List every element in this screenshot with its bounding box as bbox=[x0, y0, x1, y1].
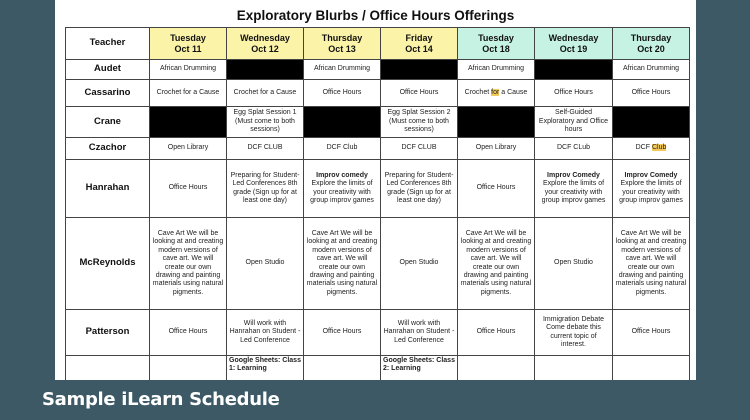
schedule-cell: Improv Comedy Explore the limits of your creativity with group improv games bbox=[613, 160, 690, 218]
table-row bbox=[66, 310, 690, 356]
schedule-cell: Crochet for a Cause bbox=[150, 80, 227, 107]
day-date: Oct 13 bbox=[328, 43, 356, 54]
schedule-cell: Cave Art We will be looking at and creating modern versions of cave art. We will create our own drawing and painting materials using natural pigments. bbox=[613, 218, 690, 310]
schedule-cell: DCF CLUB bbox=[381, 138, 458, 160]
teacher-name: Patterson bbox=[66, 310, 150, 356]
schedule-cell: Open Studio bbox=[381, 218, 458, 310]
schedule-cell: Office Hours bbox=[613, 310, 690, 356]
schedule-cell: Office Hours bbox=[458, 310, 535, 356]
day-name: Thursday bbox=[321, 32, 363, 43]
schedule-cell: Open Studio bbox=[227, 218, 304, 310]
day-name: Thursday bbox=[630, 32, 672, 43]
schedule-cell: Open Studio bbox=[535, 218, 613, 310]
schedule-cell: Office Hours bbox=[150, 310, 227, 356]
schedule-cell: African Drumming bbox=[150, 60, 227, 80]
teacher-name: McReynolds bbox=[66, 218, 150, 310]
schedule-cell: Egg Splat Session 1 (Must come to both sessions) bbox=[227, 107, 304, 138]
schedule-cell: Office Hours bbox=[304, 80, 381, 107]
schedule-cell: DCF Club bbox=[613, 138, 690, 160]
schedule-cell: African Drumming bbox=[613, 60, 690, 80]
table-row bbox=[66, 356, 690, 381]
teacher-column-header: Teacher bbox=[66, 28, 150, 60]
schedule-cell: Office Hours bbox=[458, 160, 535, 218]
schedule-cell: DCF CLUB bbox=[227, 138, 304, 160]
schedule-cell bbox=[613, 356, 690, 381]
schedule-cell: Open Library bbox=[458, 138, 535, 160]
blocked-cell bbox=[535, 60, 613, 80]
schedule-cell: Self-Guided Exploratory and Office hours bbox=[535, 107, 613, 138]
schedule-cell: Cave Art We will be looking at and creating modern versions of cave art. We will create our own drawing and painting materials using natural pigments. bbox=[304, 218, 381, 310]
schedule-sheet bbox=[55, 0, 696, 380]
blocked-cell bbox=[150, 107, 227, 138]
teacher-name: Czachor bbox=[66, 138, 150, 160]
schedule-cell: Office Hours bbox=[613, 80, 690, 107]
schedule-cell: African Drumming bbox=[458, 60, 535, 80]
day-date: Oct 12 bbox=[251, 43, 279, 54]
schedule-cell: Cave Art We will be looking at and creating modern versions of cave art. We will create our own drawing and painting materials using natural pigments. bbox=[458, 218, 535, 310]
highlight-mark: Club bbox=[651, 144, 667, 152]
day-date: Oct 14 bbox=[405, 43, 433, 54]
schedule-cell bbox=[535, 356, 613, 381]
table-row bbox=[66, 160, 690, 218]
schedule-cell: Egg Splat Session 2 (Must come to both sessions) bbox=[381, 107, 458, 138]
day-header bbox=[150, 28, 227, 60]
schedule-cell: DCF CLub bbox=[535, 138, 613, 160]
schedule-table bbox=[65, 27, 690, 380]
teacher-name: Hanrahan bbox=[66, 160, 150, 218]
day-header bbox=[458, 28, 535, 60]
schedule-cell: Will work with Hanrahan on Student - Led Conference bbox=[227, 310, 304, 356]
table-row bbox=[66, 60, 690, 80]
day-header bbox=[381, 28, 458, 60]
schedule-cell: Office Hours bbox=[535, 80, 613, 107]
schedule-cell bbox=[304, 356, 381, 381]
table-row bbox=[66, 218, 690, 310]
teacher-name: Cassarino bbox=[66, 80, 150, 107]
slide-caption: Sample iLearn Schedule bbox=[42, 389, 280, 410]
day-date: Oct 18 bbox=[482, 43, 510, 54]
day-name: Friday bbox=[405, 32, 433, 43]
day-name: Wednesday bbox=[240, 32, 290, 43]
day-name: Wednesday bbox=[548, 32, 599, 43]
schedule-cell: Improv Comedy Explore the limits of your creativity with group improv games bbox=[535, 160, 613, 218]
schedule-cell: Preparing for Student-Led Conferences 8th grade (Sign up for at least one day) bbox=[381, 160, 458, 218]
blocked-cell bbox=[381, 60, 458, 80]
day-header bbox=[535, 28, 613, 60]
teacher-name bbox=[66, 356, 150, 381]
schedule-cell bbox=[150, 356, 227, 381]
blocked-cell bbox=[227, 60, 304, 80]
day-name: Tuesday bbox=[478, 32, 514, 43]
schedule-cell: Office Hours bbox=[150, 160, 227, 218]
schedule-cell: Google Sheets: Class 2: Learning bbox=[381, 356, 458, 381]
schedule-cell: DCF Club bbox=[304, 138, 381, 160]
day-name: Tuesday bbox=[170, 32, 206, 43]
schedule-cell: Office Hours bbox=[381, 80, 458, 107]
blocked-cell bbox=[458, 107, 535, 138]
schedule-cell: Improv comedy Explore the limits of your creativity with group improv games bbox=[304, 160, 381, 218]
day-date: Oct 11 bbox=[174, 43, 202, 54]
schedule-cell: Preparing for Student-Led Conferences 8th grade (Sign up for at least one day) bbox=[227, 160, 304, 218]
schedule-cell: Immigration Debate Come debate this current topic of interest. bbox=[535, 310, 613, 356]
day-header bbox=[613, 28, 690, 60]
schedule-cell: Crochet for a Cause bbox=[227, 80, 304, 107]
schedule-cell: Crochet for a Cause bbox=[458, 80, 535, 107]
schedule-cell: Google Sheets: Class 1: Learning bbox=[227, 356, 304, 381]
schedule-cell: Cave Art We will be looking at and creating modern versions of cave art. We will create our own drawing and painting materials using natural pigments. bbox=[150, 218, 227, 310]
teacher-name: Crane bbox=[66, 107, 150, 138]
schedule-cell: Office Hours bbox=[304, 310, 381, 356]
day-header bbox=[227, 28, 304, 60]
schedule-cell: Open Library bbox=[150, 138, 227, 160]
schedule-cell: African Drumming bbox=[304, 60, 381, 80]
day-date: Oct 19 bbox=[559, 43, 588, 54]
teacher-name: Audet bbox=[66, 60, 150, 80]
table-row bbox=[66, 107, 690, 138]
schedule-cell bbox=[458, 356, 535, 381]
highlight-mark: for bbox=[491, 88, 500, 96]
schedule-cell: Will work with Hanrahan on Student - Led Conference bbox=[381, 310, 458, 356]
header-row bbox=[66, 28, 690, 60]
table-row bbox=[66, 80, 690, 107]
schedule-title: Exploratory Blurbs / Office Hours Offerings bbox=[236, 8, 515, 23]
blocked-cell bbox=[304, 107, 381, 138]
table-row bbox=[66, 138, 690, 160]
blocked-cell bbox=[613, 107, 690, 138]
day-header bbox=[304, 28, 381, 60]
day-date: Oct 20 bbox=[637, 43, 665, 54]
